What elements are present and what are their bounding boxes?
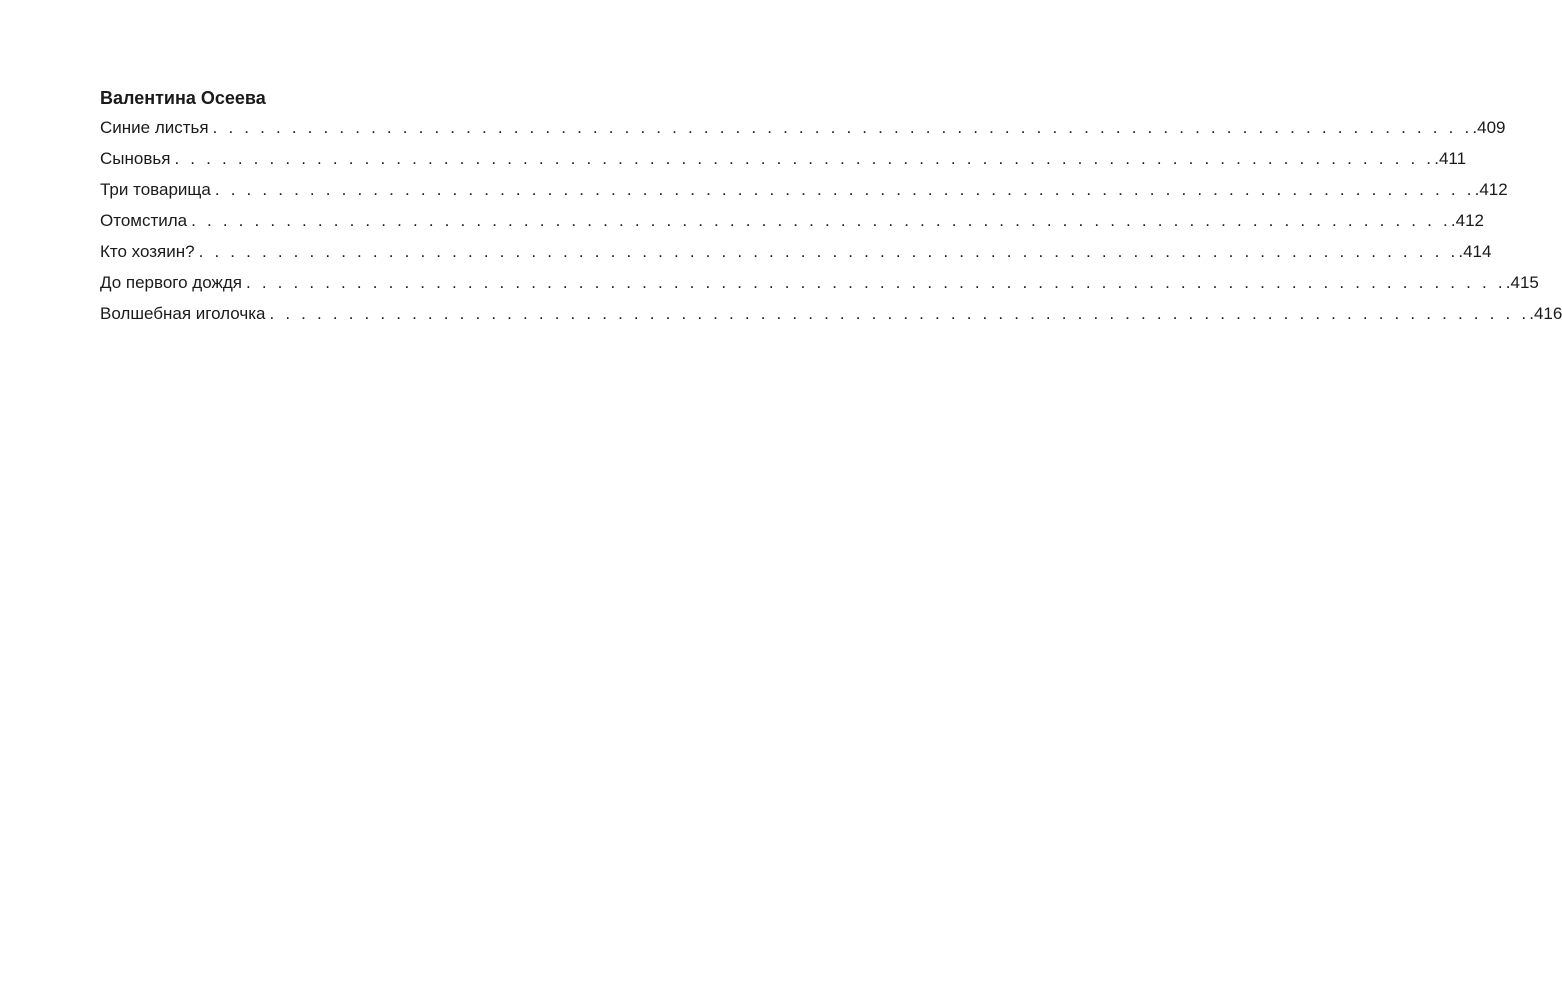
toc-entry-title: Три товарища	[100, 179, 215, 201]
toc-entry-page: .411	[1434, 149, 1467, 168]
toc-entry	[100, 272, 1539, 303]
toc-entry	[100, 148, 1467, 179]
toc-entry-page: .412	[1474, 180, 1508, 199]
toc-entry	[100, 303, 1562, 334]
toc-entry-title: До первого дождя	[100, 272, 246, 294]
toc-entry-page: .412	[1450, 211, 1484, 230]
toc-entry	[100, 210, 1484, 241]
dot-leader: . . . . . . . . . . . . . . . . . . . . . . . . . . . . . . . . . . . . . . . . . . . . . . . . . . . . . . . . . . . . . . . . . . . . . . . . . . . . . . . .	[174, 149, 1435, 168]
toc-entry	[100, 117, 1506, 148]
dot-leader: . . . . . . . . . . . . . . . . . . . . . . . . . . . . . . . . . . . . . . . . . . . . . . . . . . . . . . . . . . . . . . . . . . . . . . . . . . . . . . . .	[198, 242, 1459, 261]
toc-entry	[100, 241, 1492, 272]
toc-entry-page: .416	[1529, 304, 1562, 323]
toc-entry-title: Сыновья	[100, 148, 174, 170]
dot-leader: . . . . . . . . . . . . . . . . . . . . . . . . . . . . . . . . . . . . . . . . . . . . . . . . . . . . . . . . . . . . . . . . . . . . . . . . . . . . . . . .	[269, 304, 1530, 323]
table-of-contents	[100, 87, 1562, 334]
toc-entry-page: .414	[1458, 242, 1492, 261]
toc-entry-page: .409	[1472, 118, 1506, 137]
toc-entry-page: .415	[1505, 273, 1539, 292]
dot-leader: . . . . . . . . . . . . . . . . . . . . . . . . . . . . . . . . . . . . . . . . . . . . . . . . . . . . . . . . . . . . . . . . . . . . . . . . . . . . . . . .	[245, 273, 1506, 292]
dot-leader: . . . . . . . . . . . . . . . . . . . . . . . . . . . . . . . . . . . . . . . . . . . . . . . . . . . . . . . . . . . . . . . . . . . . . . . . . . . . . . . .	[191, 211, 1451, 230]
toc-entry-title: Отомстила	[100, 210, 191, 232]
dot-leader: . . . . . . . . . . . . . . . . . . . . . . . . . . . . . . . . . . . . . . . . . . . . . . . . . . . . . . . . . . . . . . . . . . . . . . . . . . . . . . . .	[214, 180, 1475, 199]
toc-list	[100, 117, 1562, 334]
toc-entry-title: Синие листья	[100, 117, 213, 139]
dot-leader: . . . . . . . . . . . . . . . . . . . . . . . . . . . . . . . . . . . . . . . . . . . . . . . . . . . . . . . . . . . . . . . . . . . . . . . . . . . . . . . .	[212, 118, 1473, 137]
toc-entry-title: Кто хозяин?	[100, 241, 199, 263]
toc-entry	[100, 179, 1508, 210]
section-author-heading: Валентина Осеева	[100, 88, 266, 108]
toc-entry-title: Волшебная иголочка	[100, 303, 269, 325]
